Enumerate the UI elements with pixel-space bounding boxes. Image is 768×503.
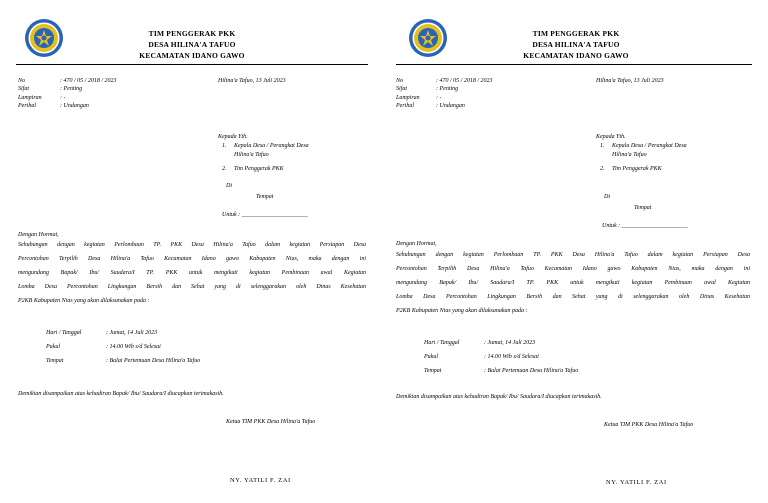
recipient-1-cont: Hilina'a Tafuo bbox=[612, 152, 647, 158]
perihal-value: : Undangan bbox=[60, 103, 89, 109]
lampiran-label: Lampiran bbox=[396, 95, 420, 101]
recipient-2: Tim Penggerak PKK bbox=[612, 166, 662, 172]
org-name: TIM PENGGERAK PKK bbox=[148, 29, 236, 38]
recipient-2-num: 2. bbox=[600, 166, 605, 172]
hari-value: : Jumat, 14 Juli 2023 bbox=[106, 330, 158, 336]
place-date: Hilina'a Tafuo, 13 Juli 2023 bbox=[596, 78, 664, 84]
recipient-1-num: 1. bbox=[222, 143, 227, 149]
no-value: : 470 / 05 / 2018 / 2023 bbox=[60, 78, 117, 84]
recipient-1: Kepala Desa / Perangkat Desa bbox=[612, 143, 687, 149]
header-divider bbox=[16, 64, 368, 65]
hari-label: Hari / Tanggal bbox=[424, 340, 460, 346]
event-tempat-value: : Balai Pertemuan Desa Hilina'a Tafuo bbox=[484, 368, 579, 374]
perihal-label: Perihal bbox=[18, 103, 36, 109]
kepada-label: Kepada Yth. bbox=[596, 134, 626, 140]
event-tempat-label: Tempat bbox=[424, 368, 442, 374]
paragraph-line-2: Percontohan Terpilih Desa Hilina'a Tafuo Kecamatan Idano gawo Kabupaten Nias, maka dengan ini bbox=[396, 266, 750, 272]
no-label: No bbox=[396, 78, 404, 84]
recipient-1: Kepala Desa / Perangkat Desa bbox=[234, 143, 309, 149]
sifat-label: Sifat bbox=[396, 86, 408, 92]
recipient-2: Tim Penggerak PKK bbox=[234, 166, 284, 172]
sifat-label: Sifat bbox=[18, 86, 30, 92]
paragraph-line-5: P2KB Kabupaten Nias yang akan dilaksanakan pada : bbox=[396, 308, 528, 314]
paragraph-line-4: Lomba Desa Percontohan Lingkungan Bersih dan Sehat yang di selenggarakan oleh Dinas Kesehatan bbox=[396, 294, 750, 300]
lampiran-value: : - bbox=[60, 95, 66, 101]
closing-text: Demikian disampaikan atas kehadiran Bapak/ Ibu/ Saudara/I diucapkan terimakasih. bbox=[396, 394, 602, 400]
untuk-line: Untuk : ______________________ bbox=[222, 212, 308, 218]
tempat-label: Tempat bbox=[256, 194, 274, 200]
district-name: KECAMATAN IDANO GAWO bbox=[523, 51, 629, 60]
lampiran-label: Lampiran bbox=[18, 95, 42, 101]
salutation: Dengan Hormat, bbox=[18, 232, 59, 238]
signer-title: Ketua TIM PKK Desa Hilina'a Tafuo bbox=[604, 422, 694, 428]
tempat-label: Tempat bbox=[634, 205, 652, 211]
lampiran-value: : - bbox=[436, 95, 442, 101]
hari-value: : Jumat, 14 Juli 2023 bbox=[484, 340, 536, 346]
district-name: KECAMATAN IDANO GAWO bbox=[139, 51, 245, 60]
signer-title: Ketua TIM PKK Desa Hilina'a Tafuo bbox=[226, 419, 316, 425]
event-tempat-value: : Balai Pertemuan Desa Hilina'a Tafuo bbox=[106, 358, 201, 364]
recipient-2-num: 2. bbox=[222, 166, 227, 172]
no-label: No bbox=[18, 78, 26, 84]
paragraph-line-5: P2KB Kabupaten Nias yang akan dilaksanakan pada : bbox=[18, 298, 150, 304]
perihal-value: : Undangan bbox=[436, 103, 465, 109]
no-value: : 470 / 05 / 2018 / 2023 bbox=[436, 78, 493, 84]
letter-page-right bbox=[384, 0, 768, 503]
header-divider bbox=[396, 64, 752, 65]
sifat-value: : Penting bbox=[60, 86, 83, 92]
paragraph-line-3: mengundang Bapak/ Ibu/ Saudara/I TP. PKK untuk mengikuti kegiatan Pembinaan awal Kegiatan bbox=[396, 280, 750, 286]
closing-text: Demikian disampaikan atas kehadiran Bapak/ Ibu/ Saudara/I diucapkan terimakasih. bbox=[18, 391, 224, 397]
signer-name: NY. YATILI F. ZAI bbox=[606, 479, 667, 486]
hari-label: Hari / Tanggal bbox=[46, 330, 82, 336]
recipient-1-cont: Hilina'a Tafuo bbox=[234, 152, 269, 158]
paragraph-line-1: Sehubungan dengan kegiatan Perlombaan TP. PKK Desa Hilina'a Tafuo dalam kegiatan Persiapan Desa bbox=[18, 242, 366, 248]
salutation: Dengan Hormat, bbox=[396, 241, 437, 247]
pukul-label: Pukul bbox=[424, 354, 438, 360]
kepada-label: Kepada Yth. bbox=[218, 134, 248, 140]
org-name: TIM PENGGERAK PKK bbox=[532, 29, 620, 38]
paragraph-line-1: Sehubungan dengan kegiatan Perlombaan TP. PKK Desa Hilina'a Tafuo dalam kegiatan Persiapan Desa bbox=[396, 252, 750, 258]
place-date: Hilina'a Tafuo, 13 Juli 2023 bbox=[218, 78, 286, 84]
paragraph-line-2: Percontohan Terpilih Desa Hilina'a Tafuo Kecamatan Idano gawo Kabupaten Nias, maka dengan ini bbox=[18, 256, 366, 262]
event-tempat-label: Tempat bbox=[46, 358, 64, 364]
sifat-value: : Penting bbox=[436, 86, 459, 92]
paragraph-line-4: Lomba Desa Percontohan Lingkungan Bersih dan Sehat yang di selenggarakan oleh Dinas Kesehatan bbox=[18, 284, 366, 290]
village-name: DESA HILINA'A TAFUO bbox=[148, 40, 236, 49]
paragraph-line-3: mengundang Bapak/ Ibu/ Saudara/I TP. PKK untuk mengikuti kegiatan Pembinaan awal Kegiatan bbox=[18, 270, 366, 276]
di-label: Di bbox=[604, 194, 610, 200]
perihal-label: Perihal bbox=[396, 103, 414, 109]
pukul-value: : 14.00 Wib s/d Selesai bbox=[106, 344, 161, 350]
di-label: Di bbox=[226, 183, 232, 189]
untuk-line: Untuk : ______________________ bbox=[602, 223, 688, 229]
recipient-1-num: 1. bbox=[600, 143, 605, 149]
signer-name: NY. YATILI F. ZAI bbox=[230, 477, 291, 484]
pukul-label: Pukul bbox=[46, 344, 60, 350]
village-name: DESA HILINA'A TAFUO bbox=[532, 40, 620, 49]
pukul-value: : 14.00 Wib s/d Selesai bbox=[484, 354, 539, 360]
